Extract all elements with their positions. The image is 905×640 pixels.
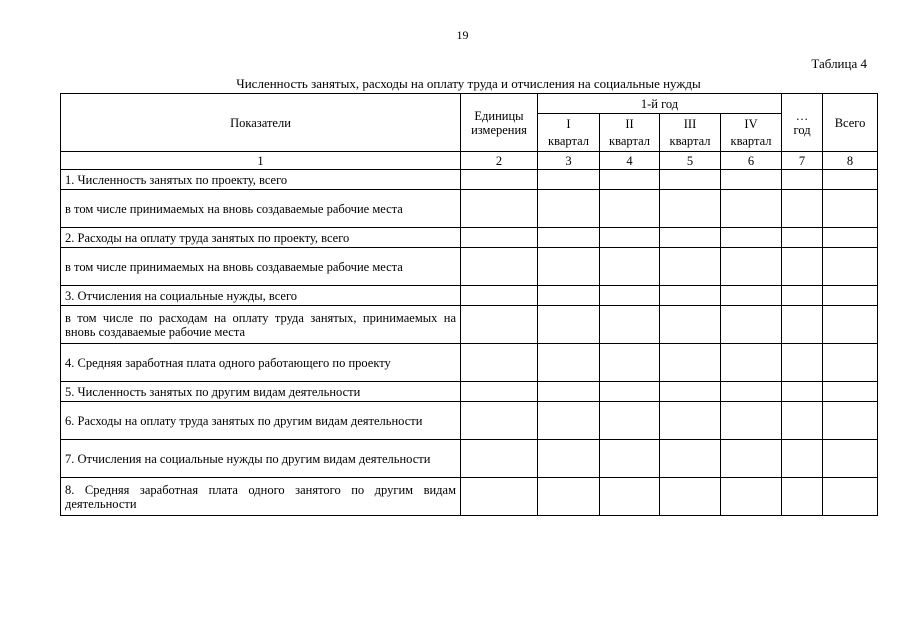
table-cell (538, 478, 600, 516)
column-number: 6 (721, 152, 782, 170)
row-label: 2. Расходы на оплату труда занятых по проекту, всего (61, 228, 461, 248)
table-cell (461, 248, 538, 286)
header-year1: 1-й год (538, 94, 782, 114)
quarter-word: квартал (669, 133, 711, 148)
table-row (61, 170, 878, 190)
table-cell (538, 402, 600, 440)
row-label: 8. Средняя заработная плата одного занятого по другим видам деятельности (61, 478, 461, 516)
page-number: 19 (456, 28, 469, 42)
table-row (61, 190, 878, 228)
table-cell (782, 382, 823, 402)
table-cell (823, 286, 878, 306)
table-cell (538, 440, 600, 478)
table-cell (721, 190, 782, 228)
table-cell (721, 306, 782, 344)
table-cell (782, 248, 823, 286)
row-label: в том числе по расходам на оплату труда занятых, принимаемых на вновь создаваемые рабочие места (61, 306, 461, 344)
data-table (60, 93, 878, 516)
table-row (61, 306, 878, 344)
table-cell (600, 440, 660, 478)
table-label: Таблица 4 (811, 56, 867, 71)
table-cell (461, 344, 538, 382)
table-row (61, 478, 878, 516)
table-cell (600, 478, 660, 516)
header-quarter-2 (600, 114, 660, 152)
table-cell (823, 228, 878, 248)
table-cell (823, 382, 878, 402)
table-cell (461, 306, 538, 344)
header-ellipsis: … (795, 108, 809, 123)
table-cell (782, 478, 823, 516)
table-cell (721, 402, 782, 440)
table-cell (660, 306, 721, 344)
table-cell (660, 402, 721, 440)
table-cell (600, 248, 660, 286)
table-cell (823, 402, 878, 440)
table-cell (721, 382, 782, 402)
header-units: Единицы измерения (461, 94, 538, 152)
table-cell (461, 228, 538, 248)
quarter-roman: III (683, 116, 697, 131)
table-cell (782, 190, 823, 228)
table-cell (538, 344, 600, 382)
row-label: в том числе принимаемых на вновь создаваемые рабочие места (61, 248, 461, 286)
table-cell (660, 248, 721, 286)
table-cell (461, 170, 538, 190)
table-cell (461, 190, 538, 228)
table-cell (660, 228, 721, 248)
table-cell (823, 248, 878, 286)
column-number: 3 (538, 152, 600, 170)
quarter-word: квартал (548, 133, 589, 148)
row-label: 1. Численность занятых по проекту, всего (61, 170, 461, 190)
table-row (61, 344, 878, 382)
table-cell (600, 190, 660, 228)
table-cell (823, 190, 878, 228)
table-row (61, 228, 878, 248)
table-row (61, 440, 878, 478)
table-row (61, 402, 878, 440)
table-cell (660, 344, 721, 382)
row-label: 6. Расходы на оплату труда занятых по другим видам деятельности (61, 402, 461, 440)
table-cell (538, 248, 600, 286)
table-cell (782, 170, 823, 190)
table-cell (538, 286, 600, 306)
table-cell (660, 286, 721, 306)
quarter-word: квартал (609, 133, 650, 148)
row-label: 5. Численность занятых по другим видам деятельности (61, 382, 461, 402)
table-row (61, 248, 878, 286)
table-cell (721, 286, 782, 306)
row-label: в том числе принимаемых на вновь создаваемые рабочие места (61, 190, 461, 228)
table-cell (600, 344, 660, 382)
table-cell (782, 344, 823, 382)
header-year-word: год (793, 122, 811, 137)
header-row-top (61, 94, 878, 114)
quarter-roman: IV (744, 116, 758, 131)
table-cell (600, 306, 660, 344)
table-cell (538, 382, 600, 402)
row-label: 7. Отчисления на социальные нужды по другим видам деятельности (61, 440, 461, 478)
quarter-word: квартал (730, 133, 772, 148)
header-quarter-1 (538, 114, 600, 152)
header-indicators: Показатели (61, 94, 461, 152)
table-cell (461, 382, 538, 402)
table-cell (660, 190, 721, 228)
table-cell (600, 228, 660, 248)
table-cell (600, 286, 660, 306)
table-row (61, 382, 878, 402)
table-cell (721, 344, 782, 382)
table-cell (721, 248, 782, 286)
row-label: 4. Средняя заработная плата одного работающего по проекту (61, 344, 461, 382)
table-cell (461, 478, 538, 516)
table-cell (461, 440, 538, 478)
table-cell (721, 228, 782, 248)
quarter-roman: I (566, 116, 571, 131)
column-number: 2 (461, 152, 538, 170)
column-number: 5 (660, 152, 721, 170)
table-cell (538, 228, 600, 248)
table-cell (538, 170, 600, 190)
header-total: Всего (823, 94, 878, 152)
table-cell (823, 478, 878, 516)
table-cell (600, 382, 660, 402)
table-cell (600, 170, 660, 190)
column-number: 7 (782, 152, 823, 170)
quarter-roman: II (625, 116, 634, 131)
table-cell (823, 344, 878, 382)
table-cell (823, 170, 878, 190)
table-cell (538, 190, 600, 228)
table-row (61, 286, 878, 306)
table-cell (660, 382, 721, 402)
table-cell (721, 440, 782, 478)
table-cell (782, 286, 823, 306)
column-number: 8 (823, 152, 878, 170)
header-quarter-3 (660, 114, 721, 152)
table-cell (660, 170, 721, 190)
table-cell (538, 306, 600, 344)
table-cell (721, 170, 782, 190)
table-cell (823, 440, 878, 478)
table-cell (660, 478, 721, 516)
table-cell (782, 402, 823, 440)
table-title: Численность занятых, расходы на оплату труда и отчисления на социальные нужды (236, 76, 701, 91)
table-cell (782, 440, 823, 478)
table-cell (721, 478, 782, 516)
table-cell (782, 306, 823, 344)
table-cell (823, 306, 878, 344)
row-label: 3. Отчисления на социальные нужды, всего (61, 286, 461, 306)
header-quarter-4 (721, 114, 782, 152)
table-cell (782, 228, 823, 248)
table-cell (600, 402, 660, 440)
column-number: 4 (600, 152, 660, 170)
table-cell (461, 402, 538, 440)
table-cell (461, 286, 538, 306)
column-number-row (61, 152, 878, 170)
column-number: 1 (61, 152, 461, 170)
header-ellipsis-year (782, 94, 823, 152)
table-cell (660, 440, 721, 478)
